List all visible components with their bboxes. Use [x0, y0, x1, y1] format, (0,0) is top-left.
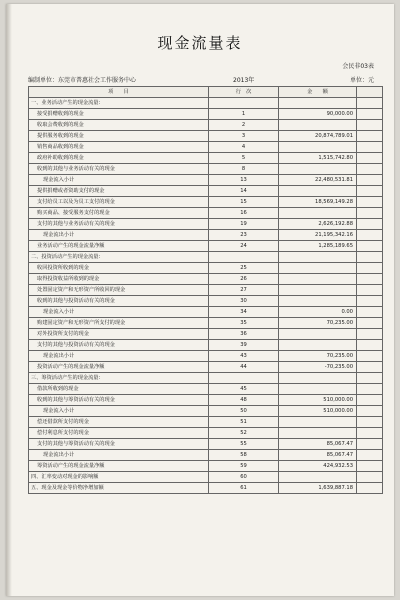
row-amount [279, 263, 357, 274]
form-number: 会民非03表 [342, 63, 374, 70]
row-amount [279, 296, 357, 307]
table-row [29, 329, 383, 340]
row-amount: 70,235.00 [279, 318, 357, 329]
row-item-label: 现金流出小计 [29, 230, 209, 241]
row-item-label: 收取会费收到的现金 [29, 120, 209, 131]
row-line-number: 52 [209, 428, 279, 439]
row-blank-cell [357, 197, 383, 208]
row-line-number: 48 [209, 395, 279, 406]
row-item-label: 对外投资所支付的现金 [29, 329, 209, 340]
table-row [29, 318, 383, 329]
row-item-label: 取得投资收益所收到的现金 [29, 274, 209, 285]
row-blank-cell [357, 109, 383, 120]
table-row [29, 186, 383, 197]
row-blank-cell [357, 362, 383, 373]
row-line-number [209, 252, 279, 263]
header-amount: 金 额 [279, 87, 357, 98]
header-line-no: 行 次 [209, 87, 279, 98]
row-blank-cell [357, 252, 383, 263]
row-blank-cell [357, 417, 383, 428]
row-line-number: 16 [209, 208, 279, 219]
row-item-label: 偿付利息所支付的现金 [29, 428, 209, 439]
table-row [29, 362, 383, 373]
table-row [29, 164, 383, 175]
report-year: 2013年 [233, 77, 255, 84]
table-row [29, 428, 383, 439]
row-amount [279, 285, 357, 296]
row-item-label: 政府补助收到的现金 [29, 153, 209, 164]
row-blank-cell [357, 230, 383, 241]
row-blank-cell [357, 483, 383, 494]
table-row [29, 439, 383, 450]
header-item: 项 目 [29, 87, 209, 98]
row-blank-cell [357, 241, 383, 252]
row-line-number: 3 [209, 131, 279, 142]
row-amount [279, 208, 357, 219]
row-item-label: 收到的其他与筹资活动有关的现金 [29, 395, 209, 406]
row-amount: 85,067.47 [279, 439, 357, 450]
row-amount [279, 373, 357, 384]
row-item-label: 购买商品、接受服务支付的现金 [29, 208, 209, 219]
row-line-number: 1 [209, 109, 279, 120]
row-amount [279, 384, 357, 395]
row-item-label: 四、汇率变动对现金的影响额 [29, 472, 209, 483]
row-amount [279, 417, 357, 428]
row-blank-cell [357, 285, 383, 296]
row-blank-cell [357, 120, 383, 131]
reporting-unit: 编制单位：东莞市普惠社会工作服务中心 [28, 77, 137, 84]
cash-flow-table [28, 86, 383, 494]
row-line-number: 43 [209, 351, 279, 362]
row-item-label: 支付的其他与投资活动有关的现金 [29, 340, 209, 351]
row-item-label: 销售商品收到的现金 [29, 142, 209, 153]
row-item-label: 收到的其他与业务活动有关的现金 [29, 164, 209, 175]
row-line-number: 2 [209, 120, 279, 131]
row-amount: 20,874,789.01 [279, 131, 357, 142]
row-blank-cell [357, 406, 383, 417]
row-amount: 85,067.47 [279, 450, 357, 461]
row-amount [279, 120, 357, 131]
row-blank-cell [357, 329, 383, 340]
row-blank-cell [357, 384, 383, 395]
table-row [29, 307, 383, 318]
row-item-label: 一、业务活动产生的现金流量： [29, 98, 209, 109]
table-row [29, 142, 383, 153]
row-item-label: 现金流入小计 [29, 406, 209, 417]
row-line-number: 58 [209, 450, 279, 461]
row-blank-cell [357, 208, 383, 219]
row-amount [279, 186, 357, 197]
row-amount [279, 252, 357, 263]
row-item-label: 现金流出小计 [29, 351, 209, 362]
binding-shadow [6, 4, 12, 596]
row-line-number: 59 [209, 461, 279, 472]
row-line-number: 50 [209, 406, 279, 417]
row-item-label: 提供捐赠或者资助支付的现金 [29, 186, 209, 197]
table-row [29, 153, 383, 164]
table-row [29, 406, 383, 417]
row-line-number: 4 [209, 142, 279, 153]
table-row [29, 131, 383, 142]
table-row [29, 395, 383, 406]
row-line-number: 19 [209, 219, 279, 230]
row-blank-cell [357, 164, 383, 175]
row-item-label: 现金流入小计 [29, 175, 209, 186]
table-row [29, 263, 383, 274]
row-amount: 90,000.00 [279, 109, 357, 120]
table-row [29, 296, 383, 307]
row-amount: 1,285,189.65 [279, 241, 357, 252]
row-blank-cell [357, 340, 383, 351]
row-blank-cell [357, 450, 383, 461]
row-item-label: 偿还借款所支付的现金 [29, 417, 209, 428]
row-blank-cell [357, 472, 383, 483]
row-line-number: 23 [209, 230, 279, 241]
row-blank-cell [357, 307, 383, 318]
row-line-number: 30 [209, 296, 279, 307]
row-blank-cell [357, 461, 383, 472]
table-row [29, 285, 383, 296]
row-blank-cell [357, 296, 383, 307]
row-amount: 424,932.53 [279, 461, 357, 472]
row-item-label: 投资活动产生的现金流量净额 [29, 362, 209, 373]
table-row [29, 373, 383, 384]
row-blank-cell [357, 98, 383, 109]
row-item-label: 五、现金及现金等价物净增加额 [29, 483, 209, 494]
row-blank-cell [357, 274, 383, 285]
table-row [29, 241, 383, 252]
table-row [29, 351, 383, 362]
row-line-number: 44 [209, 362, 279, 373]
row-amount [279, 340, 357, 351]
row-line-number: 51 [209, 417, 279, 428]
row-amount [279, 428, 357, 439]
row-line-number: 5 [209, 153, 279, 164]
row-line-number: 39 [209, 340, 279, 351]
row-item-label: 现金流入小计 [29, 307, 209, 318]
table-row [29, 417, 383, 428]
row-blank-cell [357, 153, 383, 164]
row-item-label: 收回投资所收到的现金 [29, 263, 209, 274]
row-amount [279, 274, 357, 285]
table-row [29, 472, 383, 483]
row-item-label: 现金流出小计 [29, 450, 209, 461]
page-title: 现金流量表 [157, 34, 243, 52]
row-blank-cell [357, 142, 383, 153]
row-amount: 18,569,149.28 [279, 197, 357, 208]
row-line-number: 34 [209, 307, 279, 318]
row-amount: -70,235.00 [279, 362, 357, 373]
row-amount: 510,000.00 [279, 406, 357, 417]
table-body [29, 98, 383, 494]
row-item-label: 提供服务收到的现金 [29, 131, 209, 142]
table-row [29, 230, 383, 241]
table-row [29, 340, 383, 351]
row-amount [279, 164, 357, 175]
row-line-number: 15 [209, 197, 279, 208]
row-item-label: 筹资活动产生的现金流量净额 [29, 461, 209, 472]
row-amount [279, 142, 357, 153]
row-item-label: 业务活动产生的现金流量净额 [29, 241, 209, 252]
table-row [29, 197, 383, 208]
row-blank-cell [357, 428, 383, 439]
table-row [29, 450, 383, 461]
table-row [29, 120, 383, 131]
table-row [29, 208, 383, 219]
row-item-label: 三、筹资活动产生的现金流量： [29, 373, 209, 384]
row-amount [279, 472, 357, 483]
row-line-number: 13 [209, 175, 279, 186]
row-amount: 21,195,342.16 [279, 230, 357, 241]
table-row [29, 384, 383, 395]
row-item-label: 支付给员工以及为员工支付的现金 [29, 197, 209, 208]
row-amount: 510,000.00 [279, 395, 357, 406]
row-line-number: 35 [209, 318, 279, 329]
table-header-row [29, 87, 383, 98]
row-blank-cell [357, 439, 383, 450]
row-amount: 0.00 [279, 307, 357, 318]
table-row [29, 219, 383, 230]
row-line-number: 14 [209, 186, 279, 197]
row-line-number: 8 [209, 164, 279, 175]
row-line-number: 60 [209, 472, 279, 483]
row-amount [279, 98, 357, 109]
row-blank-cell [357, 318, 383, 329]
table-row [29, 109, 383, 120]
row-line-number: 55 [209, 439, 279, 450]
row-item-label: 支付的其他与筹资活动有关的现金 [29, 439, 209, 450]
row-blank-cell [357, 186, 383, 197]
row-line-number: 45 [209, 384, 279, 395]
row-item-label: 处置固定资产和无形资产所收回的现金 [29, 285, 209, 296]
currency-unit: 单位：元 [349, 77, 374, 84]
row-blank-cell [357, 219, 383, 230]
header-blank [357, 87, 383, 98]
row-item-label: 接受捐赠收到的现金 [29, 109, 209, 120]
row-blank-cell [357, 351, 383, 362]
row-blank-cell [357, 131, 383, 142]
row-amount: 70,235.00 [279, 351, 357, 362]
row-item-label: 收到的其他与投资活动有关的现金 [29, 296, 209, 307]
row-blank-cell [357, 373, 383, 384]
document-page [6, 4, 394, 596]
row-line-number: 36 [209, 329, 279, 340]
table-row [29, 483, 383, 494]
row-item-label: 借款所收到的现金 [29, 384, 209, 395]
row-line-number: 24 [209, 241, 279, 252]
table-row [29, 274, 383, 285]
row-amount: 1,639,887.18 [279, 483, 357, 494]
row-line-number: 25 [209, 263, 279, 274]
row-line-number: 26 [209, 274, 279, 285]
row-blank-cell [357, 263, 383, 274]
row-amount: 22,480,531.81 [279, 175, 357, 186]
row-amount: 1,515,742.80 [279, 153, 357, 164]
row-line-number: 27 [209, 285, 279, 296]
row-blank-cell [357, 175, 383, 186]
table-row [29, 461, 383, 472]
row-blank-cell [357, 395, 383, 406]
row-amount [279, 329, 357, 340]
row-item-label: 支付的其他与业务活动有关的现金 [29, 219, 209, 230]
table-row [29, 252, 383, 263]
table-row [29, 98, 383, 109]
row-line-number [209, 373, 279, 384]
table-row [29, 175, 383, 186]
row-line-number: 61 [209, 483, 279, 494]
row-item-label: 购建固定资产和无形资产所支付的现金 [29, 318, 209, 329]
row-amount: 2,626,192.88 [279, 219, 357, 230]
row-item-label: 二、投资活动产生的现金流量： [29, 252, 209, 263]
row-line-number [209, 98, 279, 109]
